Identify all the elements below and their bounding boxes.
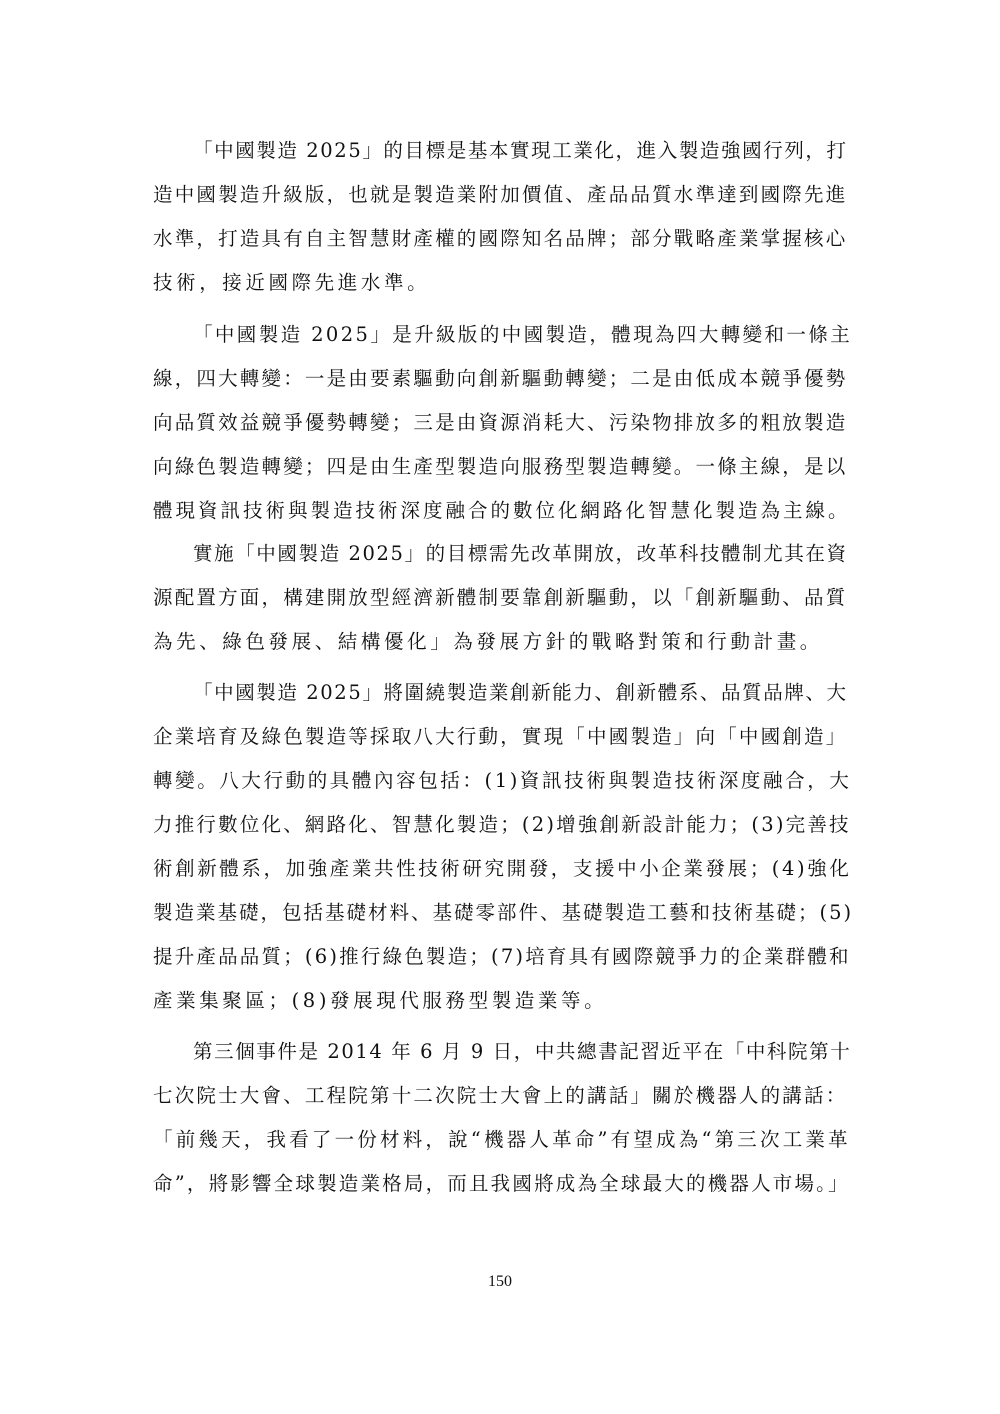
paragraph-3-line-1: 實施「中國製造 2025」的目標需先改革開放，改革科技體制尤其在資: [193, 542, 848, 565]
paragraph-5-line-1: 第三個事件是 2014 年 6 月 9 日，中共總書記習近平在「中科院第十: [193, 1040, 852, 1063]
paragraph-2-line-5: 體現資訊技術與製造技術深度融合的數位化網路化智慧化製造為主線。: [153, 499, 851, 522]
paragraph-1-line-2: 造中國製造升級版，也就是製造業附加價值、產品品質水準達到國際先進: [153, 183, 848, 206]
paragraph-4-line-6: 製造業基礎，包括基礎材料、基礎零部件、基礎製造工藝和技術基礎；(5): [153, 901, 854, 924]
paragraph-3-line-2: 源配置方面，構建開放型經濟新體制要靠創新驅動，以「創新驅動、品質: [153, 586, 848, 609]
paragraph-4-line-1: 「中國製造 2025」將圍繞製造業創新能力、創新體系、品質品牌、大: [193, 681, 848, 704]
paragraph-4-line-3: 轉變。八大行動的具體內容包括：(1)資訊技術與製造技術深度融合，大: [153, 769, 852, 792]
paragraph-5-line-2: 七次院士大會、工程院第十二次院士大會上的講話」關於機器人的講話：: [153, 1084, 848, 1107]
paragraph-1-line-4: 技術，接近國際先進水準。: [153, 271, 431, 294]
paragraph-4-line-5: 術創新體系，加強產業共性技術研究開發，支援中小企業發展；(4)強化: [153, 857, 852, 880]
page-number: 150: [488, 1273, 512, 1290]
paragraph-2-line-3: 向品質效益競爭優勢轉變；三是由資源消耗大、污染物排放多的粗放製造: [153, 411, 848, 434]
paragraph-5-line-4: 命”，將影響全球製造業格局，而且我國將成為全球最大的機器人市場。」: [153, 1172, 850, 1195]
paragraph-4-line-4: 力推行數位化、網路化、智慧化製造；(2)增強創新設計能力；(3)完善技: [153, 813, 851, 836]
paragraph-2-line-1: 「中國製造 2025」是升級版的中國製造，體現為四大轉變和一條主: [193, 323, 853, 346]
paragraph-2-line-4: 向綠色製造轉變；四是由生產型製造向服務型製造轉變。一條主線，是以: [153, 455, 848, 478]
paragraph-3-line-3: 為先、綠色發展、結構優化」為發展方針的戰略對策和行動計畫。: [153, 630, 823, 653]
paragraph-1-line-1: 「中國製造 2025」的目標是基本實現工業化，進入製造強國行列，打: [193, 139, 848, 162]
paragraph-4-line-8: 產業集聚區；(8)發展現代服務型製造業等。: [153, 989, 608, 1012]
paragraph-1-line-3: 水準，打造具有自主智慧財產權的國際知名品牌；部分戰略產業掌握核心: [153, 227, 848, 250]
paragraph-4-line-7: 提升產品品質；(6)推行綠色製造；(7)培育具有國際競爭力的企業群體和: [153, 945, 851, 968]
paragraph-4-line-2: 企業培育及綠色製造等採取八大行動，實現「中國製造」向「中國創造」: [153, 725, 848, 748]
paragraph-2-line-2: 線，四大轉變：一是由要素驅動向創新驅動轉變；二是由低成本競爭優勢: [153, 367, 848, 390]
paragraph-5-line-3: 「前幾天，我看了一份材料，說“機器人革命”有望成為“第三次工業革: [153, 1128, 851, 1151]
